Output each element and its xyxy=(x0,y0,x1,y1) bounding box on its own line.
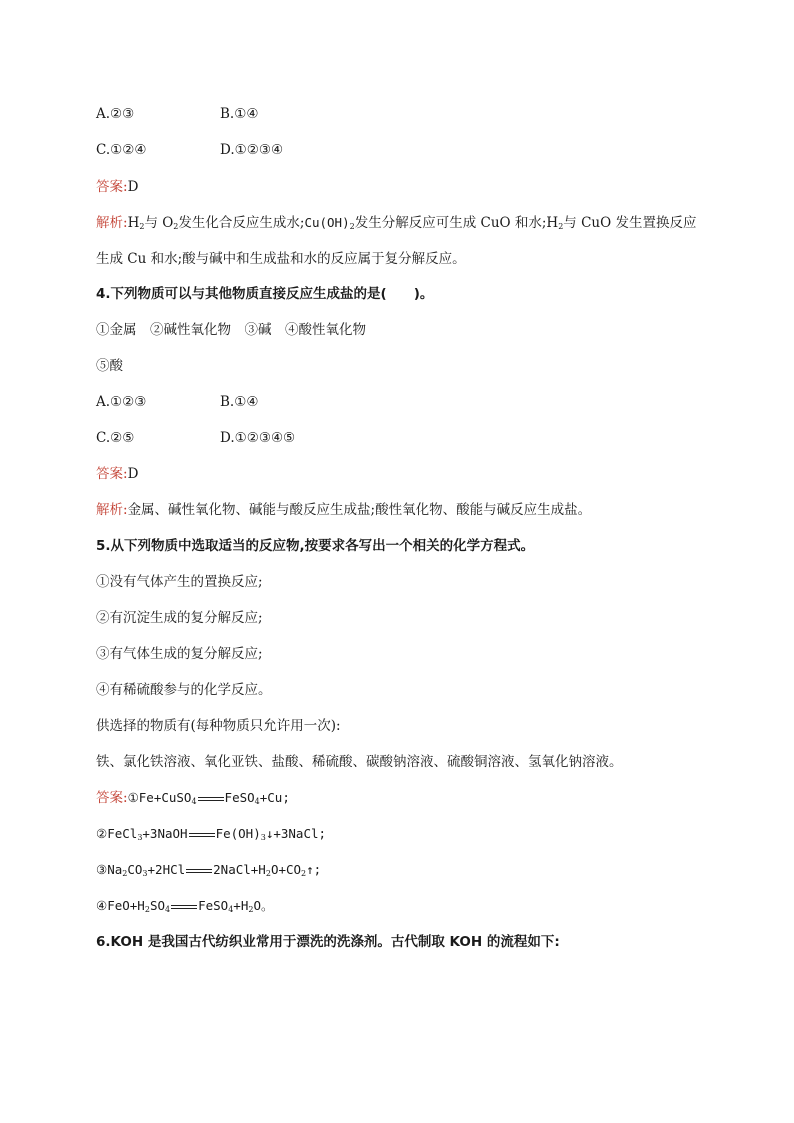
answer-label: 答案: xyxy=(96,179,128,195)
answer-value: D xyxy=(127,466,139,482)
subscript: 4 xyxy=(254,797,260,806)
q5-req2: ②有沉淀生成的复分解反应; xyxy=(96,610,263,626)
formula-part: +2HCl xyxy=(147,862,186,877)
subscript: 2 xyxy=(301,869,307,878)
text-part: 发生分解反应可生成 CuO 和水;H xyxy=(354,215,559,231)
answer-value: D xyxy=(127,179,139,195)
q4-items-line1: ①金属 ②碱性氧化物 ③碱 ④酸性氧化物 xyxy=(96,322,366,338)
equation-sign xyxy=(185,865,213,877)
q3-option-c: C.①②④ xyxy=(96,142,147,158)
q5-choices: 铁、氯化铁溶液、氧化亚铁、盐酸、稀硫酸、碳酸钠溶液、硫酸铜溶液、氢氧化钠溶液。 xyxy=(96,754,623,770)
formula-part: O。 xyxy=(253,898,274,913)
subscript: 4 xyxy=(165,905,171,914)
formula-part: O+CO xyxy=(270,862,302,877)
analysis-label: 解析: xyxy=(96,215,128,231)
subscript: 3 xyxy=(142,869,148,878)
equation-sign xyxy=(170,901,198,913)
q4-option-a: A.①②③ xyxy=(96,394,147,410)
q3-answer xyxy=(96,177,138,197)
q5-answer-eq3 xyxy=(96,860,321,884)
q4-option-b: B.①④ xyxy=(220,394,259,410)
formula-part: ①Fe+CuSO xyxy=(127,790,192,805)
q4-stem: 4.下列物质可以与其他物质直接反应生成盐的是( )。 xyxy=(96,286,434,302)
q5-answer-eq4 xyxy=(96,896,273,920)
formula-part: +3NaOH xyxy=(142,826,188,841)
q5-req3: ③有气体生成的复分解反应; xyxy=(96,646,263,662)
q3-analysis-line1 xyxy=(96,213,696,237)
formula-part: H xyxy=(127,215,140,231)
formula-part: CO xyxy=(127,862,143,877)
formula-part: +H xyxy=(233,898,249,913)
subscript: 2 xyxy=(144,905,150,914)
formula-part: ②FeCl xyxy=(96,826,138,841)
equation-sign xyxy=(188,829,216,841)
formula-part: ↑; xyxy=(306,862,322,877)
analysis-label: 解析: xyxy=(96,502,128,518)
q4-option-c: C.②⑤ xyxy=(96,430,135,446)
q5-stem: 5.从下列物质中选取适当的反应物,按要求各写出一个相关的化学方程式。 xyxy=(96,538,535,554)
text-part: 与 CuO 发生置换反应 xyxy=(563,215,697,231)
formula-part: FeSO xyxy=(224,790,255,805)
subscript: 2 xyxy=(265,869,271,878)
q3-option-d: D.①②③④ xyxy=(220,142,284,158)
formula-part: ④FeO+H xyxy=(96,898,145,913)
q5-req1: ①没有气体产生的置换反应; xyxy=(96,574,263,590)
q3-option-a: A.②③ xyxy=(96,106,135,122)
q3-option-b: B.①④ xyxy=(220,106,259,122)
q4-analysis xyxy=(96,500,591,520)
q4-option-d: D.①②③④⑤ xyxy=(220,430,296,446)
subscript: 2 xyxy=(173,222,179,231)
q3-analysis-line2: 生成 Cu 和水;酸与碱中和生成盐和水的反应属于复分解反应。 xyxy=(96,251,466,267)
subscript: 2 xyxy=(558,222,564,231)
subscript: 2 xyxy=(248,905,254,914)
text-part: 发生化合反应生成水; xyxy=(178,215,305,231)
analysis-text: 金属、碱性氧化物、碱能与酸反应生成盐;酸性氧化物、酸能与碱反应生成盐。 xyxy=(127,502,592,518)
subscript: 2 xyxy=(349,222,355,231)
answer-label: 答案: xyxy=(96,466,128,482)
answer-label: 答案: xyxy=(96,790,128,806)
subscript: 4 xyxy=(191,797,197,806)
formula-part: ↓+3NaCl; xyxy=(265,826,327,841)
subscript: 2 xyxy=(122,869,128,878)
formula-part: Cu(OH) xyxy=(304,215,350,230)
subscript: 4 xyxy=(228,905,234,914)
q5-req4: ④有稀硫酸参与的化学反应。 xyxy=(96,682,272,698)
q6-stem: 6.KOH 是我国古代纺织业常用于漂洗的洗涤剂。古代制取 KOH 的流程如下: xyxy=(96,934,560,950)
q5-answer-eq2 xyxy=(96,824,326,848)
q4-answer xyxy=(96,464,138,484)
formula-part: ③Na xyxy=(96,862,123,877)
formula-part: 2NaCl+H xyxy=(213,862,266,877)
q5-answer-eq1 xyxy=(96,788,290,812)
subscript: 3 xyxy=(137,833,143,842)
equation-sign xyxy=(197,793,225,805)
q4-items-line2: ⑤酸 xyxy=(96,358,123,374)
formula-part: SO xyxy=(149,898,165,913)
formula-part: Fe(OH) xyxy=(215,826,261,841)
subscript: 3 xyxy=(260,833,266,842)
formula-part: +Cu; xyxy=(259,790,290,805)
formula-part: FeSO xyxy=(198,898,229,913)
subscript: 2 xyxy=(139,222,145,231)
text-part: 与 O xyxy=(144,215,174,231)
q5-choices-intro: 供选择的物质有(每种物质只允许用一次): xyxy=(96,718,341,734)
